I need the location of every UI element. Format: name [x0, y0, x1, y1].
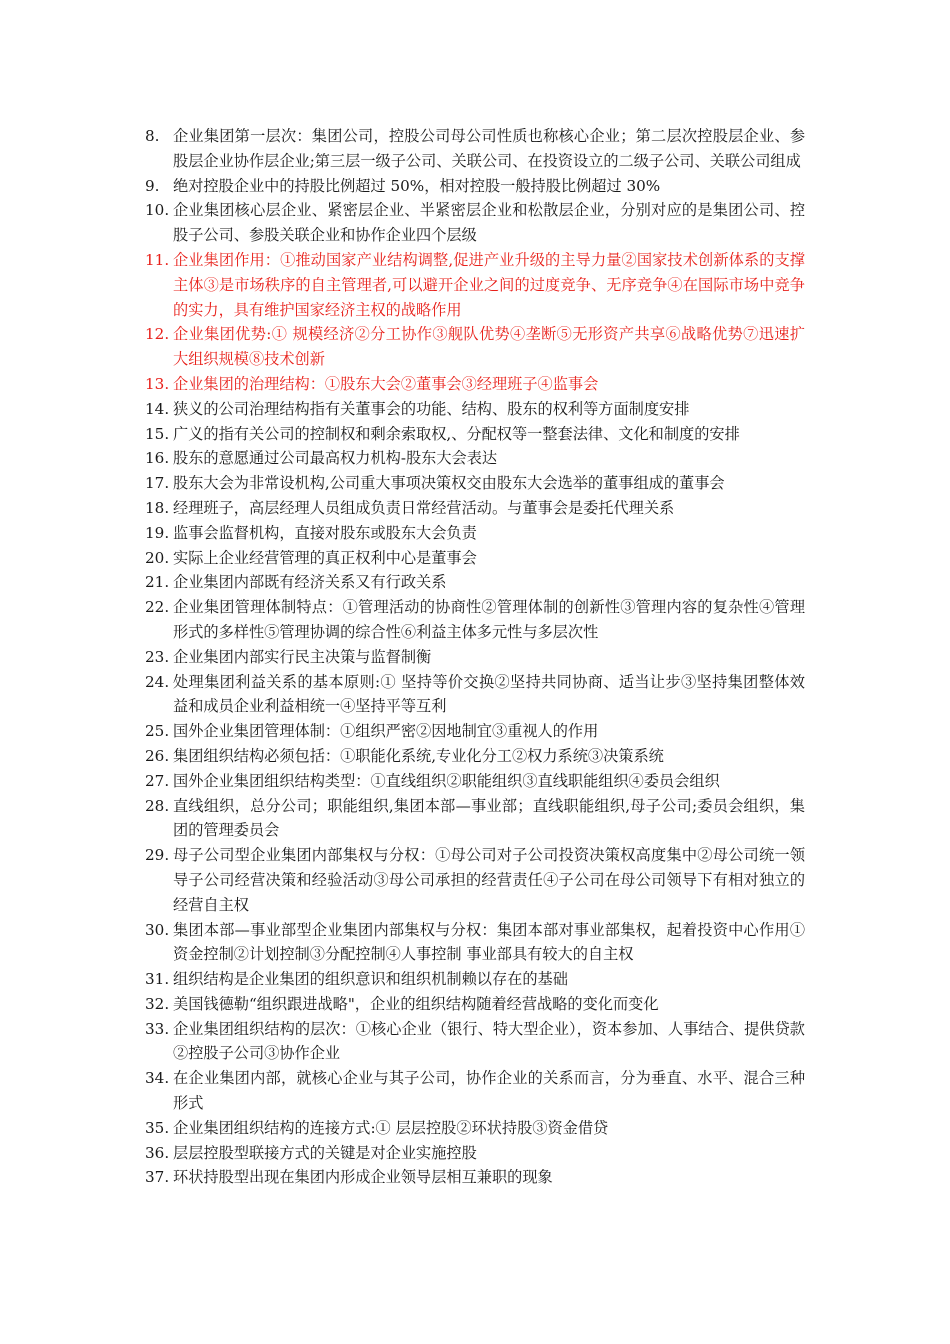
- list-item-number: 34.: [145, 1069, 170, 1088]
- list-item: [145, 248, 805, 322]
- list-item: [145, 744, 805, 769]
- list-item: [145, 397, 805, 422]
- list-item: [145, 769, 805, 794]
- list-item-text: 经理班子，高层经理人员组成负责日常经营活动。与董事会是委托代理关系: [173, 498, 675, 517]
- list-item: [145, 1141, 805, 1166]
- list-item: [145, 496, 805, 521]
- list-item-text: 直线组织，总分公司；职能组织,集团本部—事业部；直线职能组织,母子公司;委员会组织，集团的管理委员会: [173, 796, 805, 840]
- list-item: [145, 1066, 805, 1116]
- list-item-number: 36.: [145, 1143, 170, 1162]
- list-item-number: 21.: [145, 573, 170, 592]
- list-item-text: 集团组织结构必须包括：①职能化系统,专业化分工②权力系统③决策系统: [173, 746, 664, 765]
- list-item-text: 组织结构是企业集团的组织意识和组织机制赖以存在的基础: [173, 970, 568, 989]
- list-item-number: 9.: [145, 176, 160, 195]
- list-item-number: 8.: [145, 127, 160, 145]
- list-item-text: 美国钱德勒“组织跟进战略"，企业的组织结构随着经营战略的变化而变化: [173, 994, 659, 1013]
- list-item-text: 企业集团作用：①推动国家产业结构调整,促进产业升级的主导力量②国家技术创新体系的支撑主体③是市场秩序的自主管理者,可以避开企业之间的过度竞争、无序竞争④在国际市场中竞争的实力，具有维护国家经济主权的战略作用: [173, 250, 805, 319]
- list-item: [145, 1116, 805, 1141]
- list-item-number: 15.: [145, 424, 170, 443]
- list-item: [145, 843, 805, 917]
- list-item-text: 企业集团的治理结构：①股东大会②董事会③经理班子④监事会: [173, 374, 599, 393]
- list-item-number: 29.: [145, 846, 170, 865]
- list-item-number: 12.: [145, 325, 170, 344]
- list-item: [145, 1017, 805, 1067]
- list-item: [145, 422, 805, 447]
- list-item-text: 处理集团利益关系的基本原则:① 坚持等价交换②坚持共同协商、适当让步③坚持集团整体效益和成员企业利益相统一④坚持平等互利: [173, 672, 805, 716]
- list-item: [145, 372, 805, 397]
- list-item-text: 企业集团管理体制特点：①管理活动的协商性②管理体制的创新性③管理内容的复杂性④管理形式的多样性⑤管理协调的综合性⑥利益主体多元性与多层次性: [173, 598, 805, 641]
- list-item: [145, 918, 805, 968]
- list-item-number: 37.: [145, 1168, 170, 1187]
- numbered-list: [145, 124, 805, 1190]
- list-item: [145, 1165, 805, 1190]
- list-item-number: 17.: [145, 474, 170, 493]
- list-item: [145, 794, 805, 844]
- list-item: [145, 198, 805, 248]
- list-item-number: 19.: [145, 523, 170, 542]
- list-item-number: 32.: [145, 994, 170, 1013]
- list-item-text: 企业集团内部既有经济关系又有行政关系: [173, 573, 447, 592]
- list-item-text: 监事会监督机构，直接对股东或股东大会负责: [173, 523, 477, 542]
- list-item: [145, 967, 805, 992]
- list-item-text: 广义的指有关公司的控制权和剩余索取权,、分配权等一整套法律、文化和制度的安排: [173, 424, 740, 443]
- list-item-number: 14.: [145, 399, 170, 418]
- list-item-number: 22.: [145, 598, 170, 617]
- list-item-number: 16.: [145, 449, 170, 468]
- list-item-number: 18.: [145, 498, 170, 517]
- list-item-text: 集团本部—事业部型企业集团内部集权与分权：集团本部对事业部集权，起着投资中心作用①资金控制②计划控制③分配控制④人事控制 事业部具有较大的自主权: [173, 920, 805, 964]
- list-item: [145, 521, 805, 546]
- list-item: [145, 645, 805, 670]
- list-item: [145, 174, 805, 199]
- list-item: [145, 446, 805, 471]
- list-item-text: 环状持股型出现在集团内形成企业领导层相互兼职的现象: [173, 1168, 553, 1187]
- list-item: [145, 670, 805, 720]
- list-item-number: 24.: [145, 672, 170, 691]
- list-item-text: 股东的意愿通过公司最高权力机构-股东大会表达: [173, 449, 498, 468]
- list-item-number: 26.: [145, 746, 170, 765]
- list-item: [145, 992, 805, 1017]
- list-item-text: 层层控股型联接方式的关键是对企业实施控股: [173, 1143, 477, 1162]
- list-item: [145, 124, 805, 174]
- list-item: [145, 322, 805, 372]
- list-item-text: 狭义的公司治理结构指有关董事会的功能、结构、股东的权利等方面制度安排: [173, 399, 690, 418]
- list-item: [145, 546, 805, 571]
- list-item-text: 国外企业集团组织结构类型：①直线组织②职能组织③直线职能组织④委员会组织: [173, 771, 720, 790]
- list-item-number: 27.: [145, 771, 170, 790]
- list-item-text: 企业集团核心层企业、紧密层企业、半紧密层企业和松散层企业，分别对应的是集团公司、控股子公司、参股关联企业和协作企业四个层级: [173, 201, 805, 245]
- list-item-number: 10.: [145, 201, 170, 220]
- list-item-text: 实际上企业经营管理的真正权利中心是董事会: [173, 548, 477, 567]
- list-item-text: 企业集团优势:① 规模经济②分工协作③舰队优势④垄断⑤无形资产共享⑥战略优势⑦迅速扩大组织规模⑧技术创新: [173, 325, 805, 369]
- list-item-text: 国外企业集团管理体制：①组织严密②因地制宜③重视人的作用: [173, 722, 599, 741]
- list-item: [145, 471, 805, 496]
- list-item-number: 20.: [145, 548, 170, 567]
- list-item-number: 30.: [145, 920, 170, 939]
- list-item-number: 23.: [145, 647, 170, 666]
- list-item-text: 股东大会为非常设机构,公司重大事项决策权交由股东大会选举的董事组成的董事会: [173, 474, 725, 493]
- list-item-text: 在企业集团内部，就核心企业与其子公司，协作企业的关系而言，分为垂直、水平、混合三种形式: [173, 1069, 805, 1113]
- list-item-number: 11.: [145, 250, 170, 269]
- list-item-number: 31.: [145, 970, 170, 989]
- list-item-number: 28.: [145, 796, 170, 815]
- list-item-text: 母子公司型企业集团内部集权与分权：①母公司对子公司投资决策权高度集中②母公司统一领导子公司经营决策和经验活动③母公司承担的经营责任④子公司在母公司领导下有相对独立的经营自主权: [173, 846, 805, 914]
- list-item-number: 33.: [145, 1019, 170, 1038]
- list-item: [145, 595, 805, 645]
- list-item-number: 25.: [145, 722, 170, 741]
- list-item-number: 35.: [145, 1118, 170, 1137]
- list-item-number: 13.: [145, 374, 170, 393]
- list-item-text: 企业集团第一层次：集团公司，控股公司母公司性质也称核心企业；第二层次控股层企业、参股层企业协作层企业;第三层一级子公司、关联公司、在投资设立的二级子公司、关联公司组成: [173, 127, 805, 170]
- list-item: [145, 570, 805, 595]
- list-item-text: 企业集团组织结构的连接方式:① 层层控股②环状持股③资金借贷: [173, 1118, 609, 1137]
- list-item-text: 企业集团内部实行民主决策与监督制衡: [173, 647, 432, 666]
- list-item: [145, 719, 805, 744]
- list-item-text: 绝对控股企业中的持股比例超过 50%，相对控股一般持股比例超过 30%: [173, 176, 661, 195]
- list-item-text: 企业集团组织结构的层次：①核心企业（银行、特大型企业），资本参加、人事结合、提供贷款②控股子公司③协作企业: [173, 1019, 805, 1063]
